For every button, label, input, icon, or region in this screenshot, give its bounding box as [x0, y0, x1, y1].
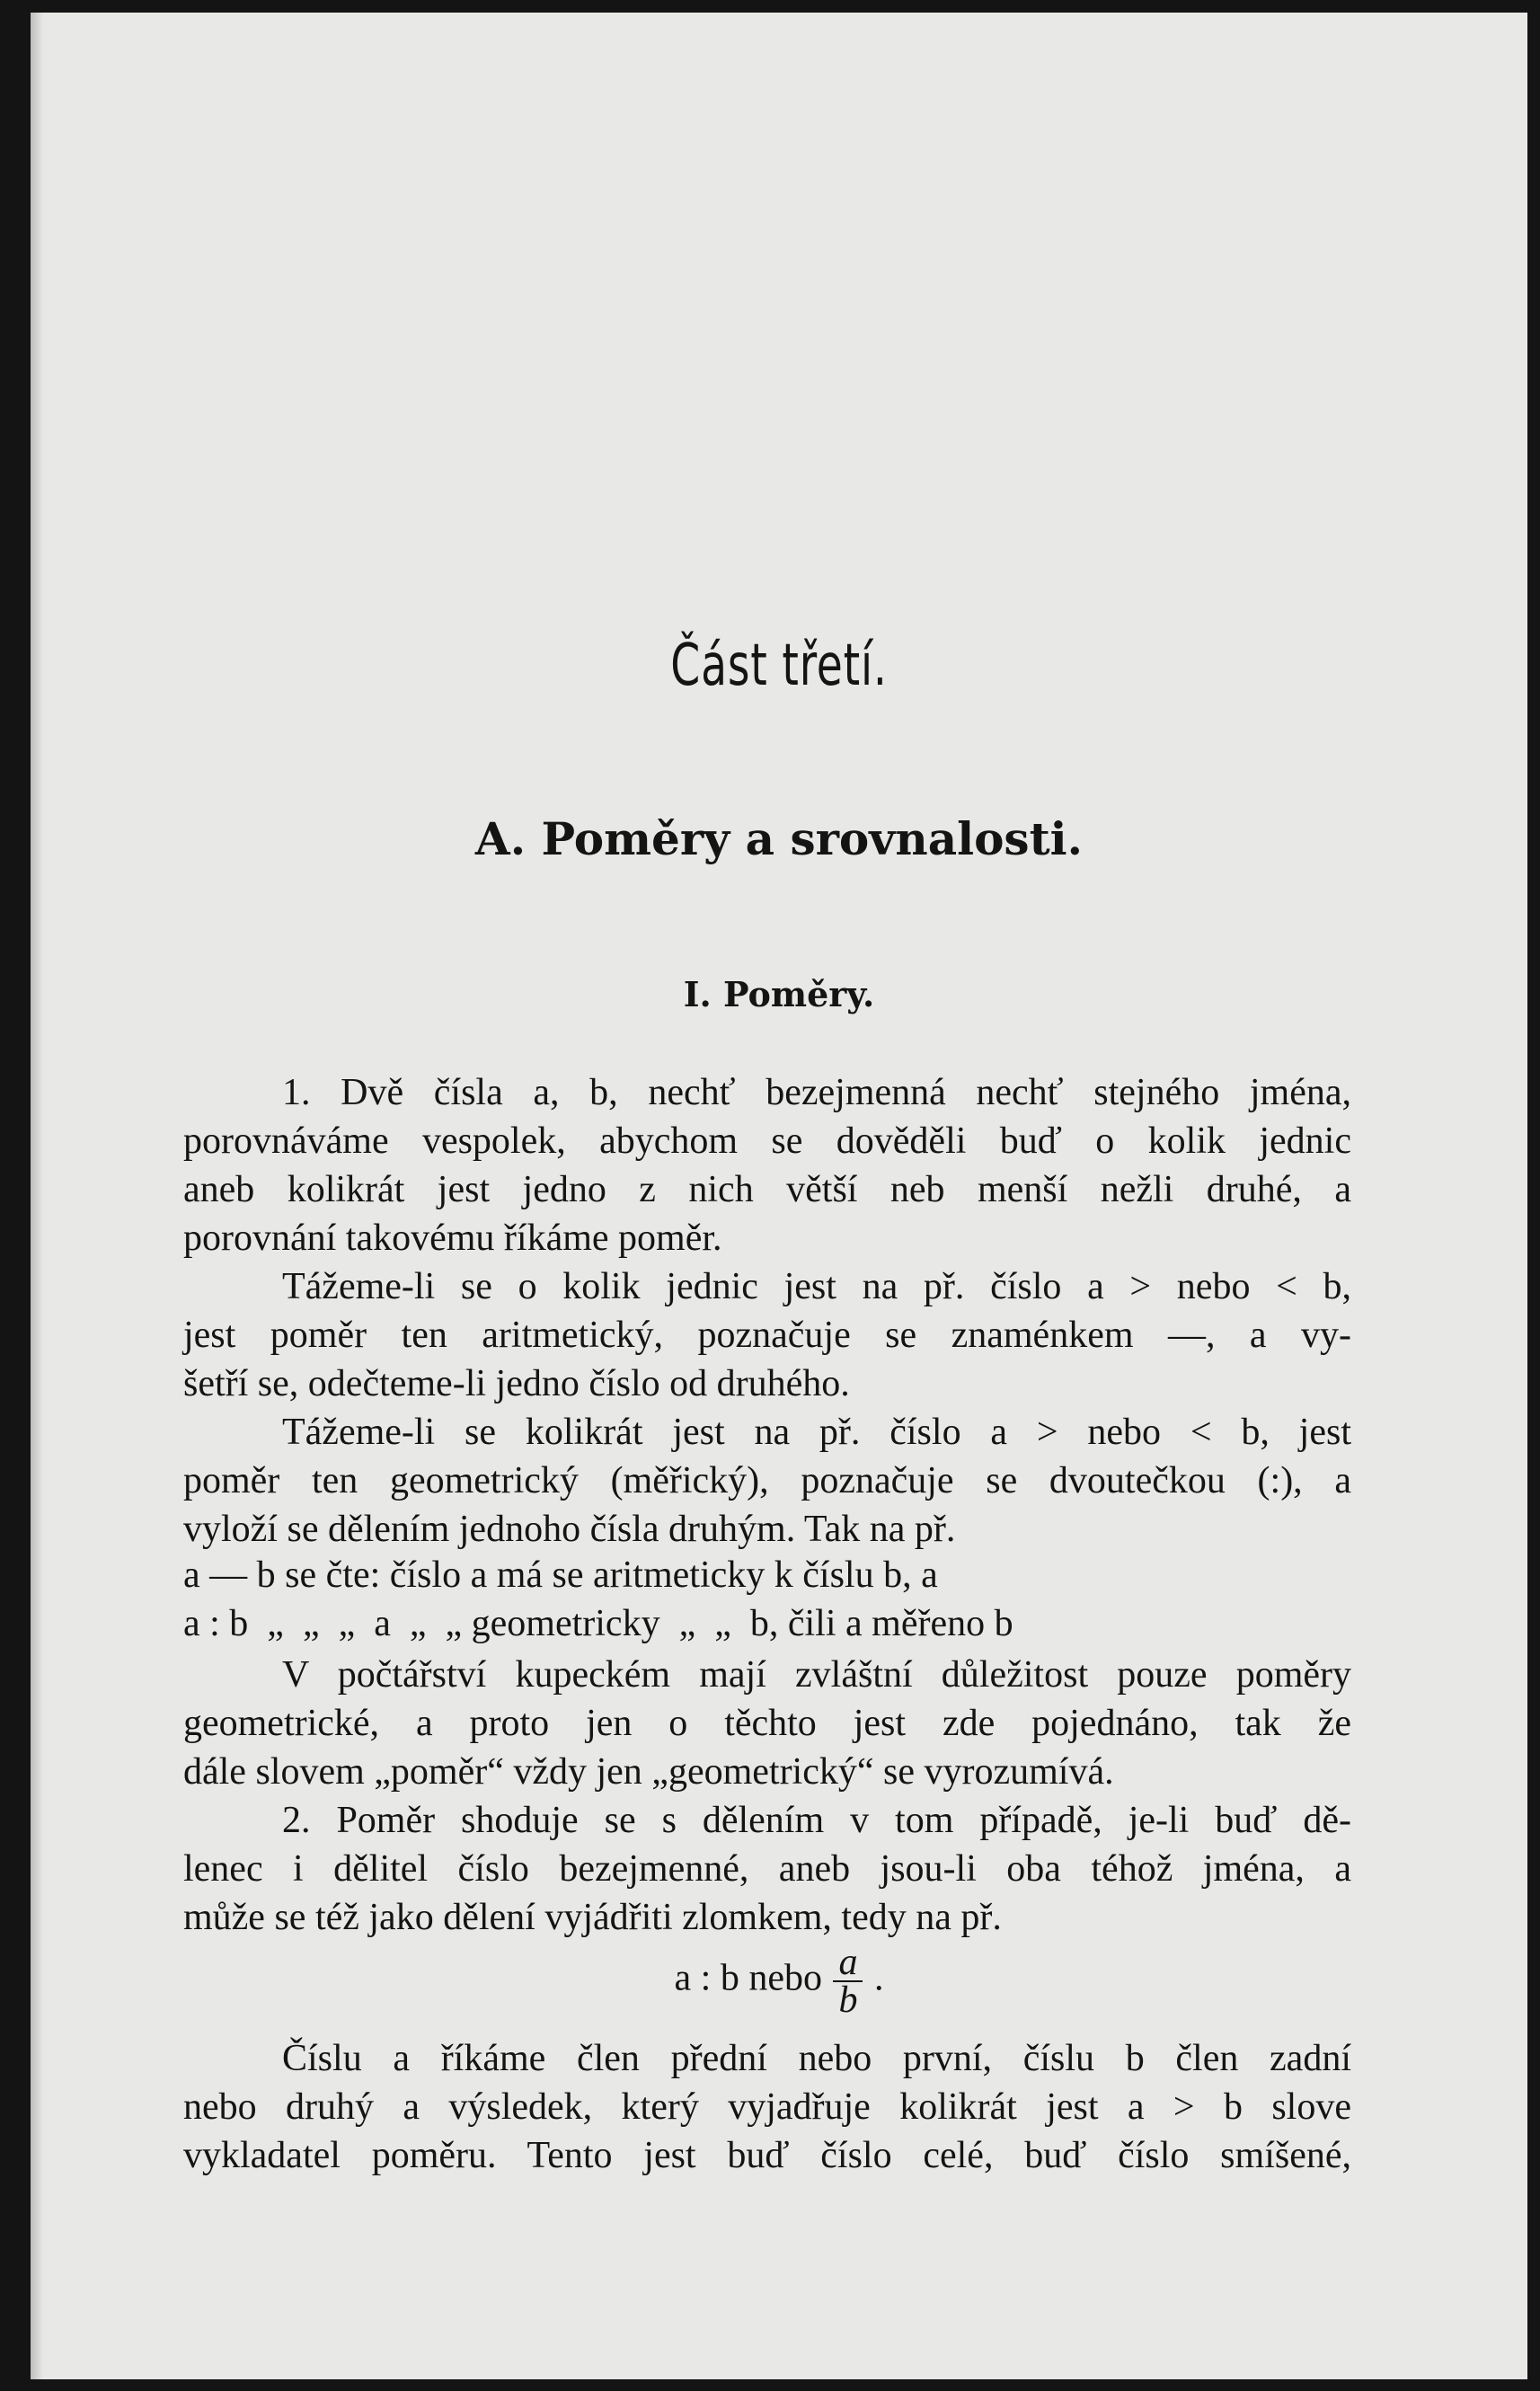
section-title: A. Poměry a srovnalosti.: [474, 812, 1084, 865]
paragraph-2: [183, 1262, 1351, 1408]
text-line: geometrické, a proto jen o těchto jest zde pojednáno, tak že: [183, 1703, 1351, 1744]
text-line: může se též jako dělení vyjádřiti zlomkem, tedy na př.: [183, 1897, 1002, 1938]
text-line: porovnání takovému říkáme poměr.: [183, 1218, 722, 1259]
text-line: nebo druhý a výsledek, který vyjadřuje kolikrát jest a > b slove: [183, 2086, 1351, 2128]
formula-end: .: [873, 1957, 884, 1999]
text-line: dále slovem „poměr“ vždy jen „geometrický“ se vyrozumívá.: [183, 1751, 1114, 1793]
text-line: 2. Poměr shoduje se s dělením v tom případě, je-li buď dě-: [282, 1800, 1351, 1841]
example-aritmetic: a — b se čte: číslo a má se aritmeticky k číslu b, a: [183, 1554, 938, 1596]
fraction: [833, 1942, 863, 2021]
paragraph-5: [183, 1796, 1351, 1942]
text-line: aneb kolikrát jest jedno z nich větší neb menší nežli druhé, a: [183, 1169, 1351, 1210]
text-line: šetří se, odečteme-li jedno číslo od druhého.: [183, 1363, 850, 1404]
example-geometric: a : b „ „ „ a „ „ geometricky „ „ b, čili a měřeno b: [183, 1603, 1013, 1644]
paragraph-1: [183, 1068, 1351, 1262]
text-line: Tážeme-li se kolikrát jest na př. číslo a > nebo < b, jest: [282, 1412, 1351, 1453]
text-line: jest poměr ten aritmetický, poznačuje se znaménkem —, a vy-: [183, 1315, 1351, 1356]
fraction-denominator: b: [838, 1979, 858, 2021]
text-line: vykladatel poměru. Tento jest buď číslo celé, buď číslo smíšené,: [183, 2135, 1351, 2176]
fraction-numerator: a: [833, 1944, 863, 1982]
text-line: lenec i dělitel číslo bezejmenné, aneb jsou-li oba téhož jména, a: [183, 1848, 1351, 1890]
formula-left: a : b nebo: [674, 1957, 822, 1999]
text-line: vyloží se dělením jednoho čísla druhým. Tak na př.: [183, 1509, 956, 1550]
paragraph-6: [183, 2034, 1351, 2180]
text-line: V počtářství kupeckém mají zvláštní důležitost pouze poměry: [282, 1654, 1351, 1696]
paragraph-4: [183, 1651, 1351, 1796]
formula: [31, 1942, 1527, 2021]
subsection-title: I. Poměry.: [683, 974, 875, 1014]
text-line: porovnáváme vespolek, abychom se dověděli buď o kolik jednic: [183, 1120, 1351, 1162]
text-line: 1. Dvě čísla a, b, nechť bezejmenná nechť stejného jména,: [282, 1072, 1351, 1113]
part-title: Část třetí.: [670, 633, 888, 699]
text-line: Číslu a říkáme člen přední nebo první, číslu b člen zadní: [282, 2038, 1351, 2079]
text-line: poměr ten geometrický (měřický), poznačuje se dvoutečkou (:), a: [183, 1460, 1351, 1501]
book-page: [31, 13, 1527, 2379]
text-line: Tážeme-li se o kolik jednic jest na př. číslo a > nebo < b,: [282, 1266, 1351, 1307]
paragraph-3: [183, 1408, 1351, 1554]
